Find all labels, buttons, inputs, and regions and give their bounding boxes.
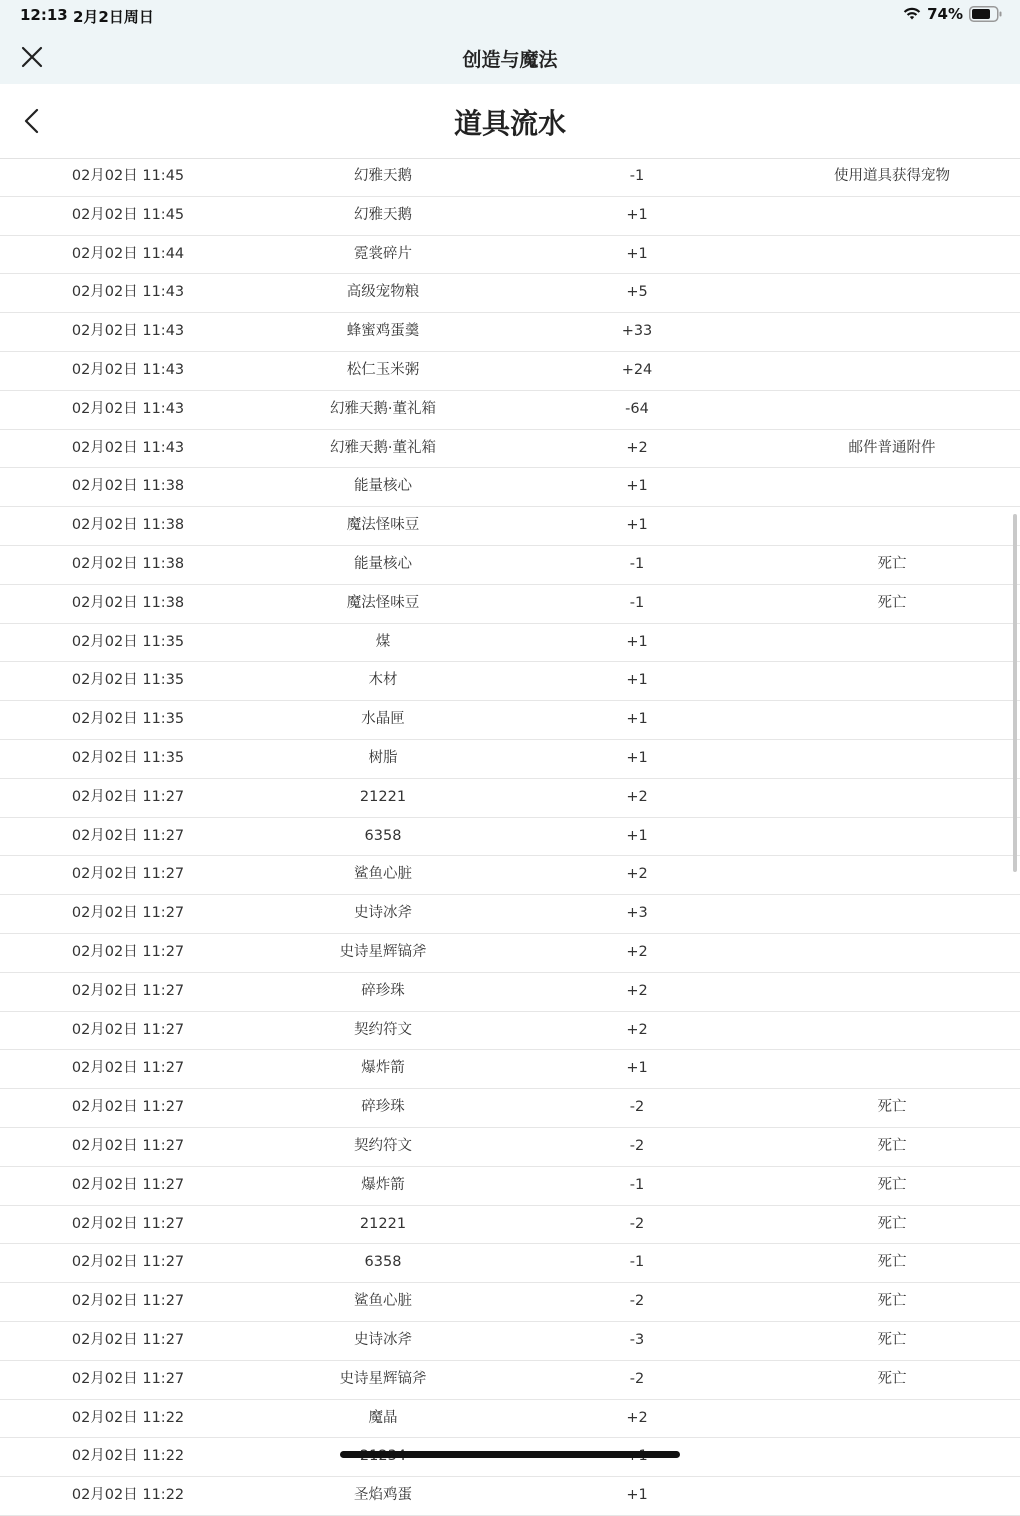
row-quantity: -2 xyxy=(629,1137,645,1154)
table-row xyxy=(0,1012,1020,1051)
row-time: 02月02日 11:27 xyxy=(71,827,185,844)
row-item-name: 史诗星辉镐斧 xyxy=(339,1370,427,1387)
row-reason: 死亡 xyxy=(877,1293,907,1310)
row-time: 02月02日 11:38 xyxy=(71,517,185,534)
row-reason: 死亡 xyxy=(877,1099,907,1116)
table-row xyxy=(0,740,1020,779)
row-item-name: 6358 xyxy=(364,1254,402,1271)
row-time: 02月02日 11:22 xyxy=(71,1409,185,1426)
row-time: 02月02日 11:43 xyxy=(71,361,185,378)
row-reason: 死亡 xyxy=(877,1176,907,1193)
row-time: 02月02日 11:27 xyxy=(71,1370,185,1387)
row-quantity: +1 xyxy=(626,827,648,844)
row-time: 02月02日 11:22 xyxy=(71,1487,185,1504)
row-time: 02月02日 11:43 xyxy=(71,400,185,417)
row-time: 02月02日 11:27 xyxy=(71,982,185,999)
table-row xyxy=(0,352,1020,391)
table-row xyxy=(0,856,1020,895)
table-row xyxy=(0,585,1020,624)
row-quantity: +2 xyxy=(626,943,648,960)
row-quantity: +2 xyxy=(626,866,648,883)
row-time: 02月02日 11:44 xyxy=(71,245,185,262)
status-time: 12:13 xyxy=(20,6,68,24)
row-quantity: +1 xyxy=(626,1060,648,1077)
row-item-name: 史诗星辉镐斧 xyxy=(339,943,427,960)
row-item-name: 碎珍珠 xyxy=(361,1099,405,1116)
row-time: 02月02日 11:27 xyxy=(71,1099,185,1116)
row-item-name: 木材 xyxy=(368,672,398,689)
row-quantity: +1 xyxy=(626,633,648,650)
row-item-name: 21221 xyxy=(359,788,407,805)
row-quantity: -1 xyxy=(629,1176,645,1193)
row-reason: 死亡 xyxy=(877,555,907,572)
table-row xyxy=(0,1050,1020,1089)
table-row xyxy=(0,430,1020,469)
row-time: 02月02日 11:35 xyxy=(71,749,185,766)
nav-title: 创造与魔法 xyxy=(462,49,558,71)
item-flow-table[interactable] xyxy=(0,158,1020,1504)
row-time: 02月02日 11:27 xyxy=(71,1215,185,1232)
row-quantity: +2 xyxy=(626,982,648,999)
table-row xyxy=(0,779,1020,818)
row-time: 02月02日 11:27 xyxy=(71,1060,185,1077)
row-time: 02月02日 11:27 xyxy=(71,1293,185,1310)
status-right xyxy=(903,5,1002,23)
row-time: 02月02日 11:43 xyxy=(71,323,185,340)
row-quantity: +1 xyxy=(626,206,648,223)
row-time: 02月02日 11:27 xyxy=(71,788,185,805)
row-item-name: 圣焰鸡蛋 xyxy=(354,1487,412,1504)
row-item-name: 爆炸箭 xyxy=(361,1060,405,1077)
row-item-name: 幻雅天鹅 xyxy=(354,206,412,223)
row-time: 02月02日 11:27 xyxy=(71,905,185,922)
row-item-name: 史诗冰斧 xyxy=(354,1331,412,1348)
row-time: 02月02日 11:35 xyxy=(71,633,185,650)
row-quantity: +1 xyxy=(626,711,648,728)
table-row xyxy=(0,391,1020,430)
row-quantity: +1 xyxy=(626,478,648,495)
row-time: 02月02日 11:27 xyxy=(71,1176,185,1193)
table-row xyxy=(0,624,1020,663)
row-time: 02月02日 11:43 xyxy=(71,439,185,456)
row-reason: 死亡 xyxy=(877,1370,907,1387)
row-quantity: +3 xyxy=(626,905,648,922)
row-time: 02月02日 11:35 xyxy=(71,672,185,689)
table-row xyxy=(0,1244,1020,1283)
row-quantity: +1 xyxy=(626,1487,648,1504)
row-time: 02月02日 11:27 xyxy=(71,1254,185,1271)
table-row xyxy=(0,895,1020,934)
row-item-name: 水晶匣 xyxy=(361,711,405,728)
table-row xyxy=(0,1089,1020,1128)
row-quantity: -1 xyxy=(629,1254,645,1271)
row-quantity: -3 xyxy=(629,1331,645,1348)
nav-bar xyxy=(0,30,1020,84)
row-quantity: +33 xyxy=(621,323,653,340)
row-reason: 死亡 xyxy=(877,1254,907,1271)
row-time: 02月02日 11:27 xyxy=(71,866,185,883)
row-quantity: +1 xyxy=(626,517,648,534)
row-item-name: 高级宠物粮 xyxy=(346,284,420,301)
table-row xyxy=(0,1361,1020,1400)
wifi-icon xyxy=(903,7,921,21)
row-time: 02月02日 11:38 xyxy=(71,594,185,611)
row-quantity: -1 xyxy=(629,168,645,184)
table-row xyxy=(0,1322,1020,1361)
row-item-name: 幻雅天鹅 xyxy=(354,168,412,184)
row-time: 02月02日 11:22 xyxy=(71,1448,185,1465)
table-row xyxy=(0,546,1020,585)
home-indicator[interactable] xyxy=(340,1451,680,1458)
row-item-name: 契约符文 xyxy=(354,1021,412,1038)
status-bar xyxy=(0,0,1020,30)
row-item-name: 幻雅天鹅·董礼箱 xyxy=(329,400,437,417)
row-quantity: +1 xyxy=(626,749,648,766)
table-row xyxy=(0,197,1020,236)
row-time: 02月02日 11:45 xyxy=(71,206,185,223)
row-item-name: 魔法怪味豆 xyxy=(346,594,420,611)
row-reason: 死亡 xyxy=(877,594,907,611)
battery-icon xyxy=(969,6,1002,22)
table-row xyxy=(0,468,1020,507)
row-item-name: 能量核心 xyxy=(354,555,412,572)
row-time: 02月02日 11:38 xyxy=(71,555,185,572)
row-item-name: 松仁玉米粥 xyxy=(346,361,420,378)
row-item-name: 碎珍珠 xyxy=(361,982,405,999)
row-item-name: 爆炸箭 xyxy=(361,1176,405,1193)
battery-percent: 74% xyxy=(927,5,963,23)
row-quantity: -2 xyxy=(629,1293,645,1310)
row-item-name: 霓裳碎片 xyxy=(354,245,412,262)
row-quantity: -64 xyxy=(625,400,649,417)
status-date: 2月2日周日 xyxy=(73,8,154,26)
row-time: 02月02日 11:38 xyxy=(71,478,185,495)
row-quantity: +1 xyxy=(626,672,648,689)
table-row xyxy=(0,1477,1020,1516)
table-row xyxy=(0,973,1020,1012)
row-quantity: +1 xyxy=(626,245,648,262)
row-time: 02月02日 11:27 xyxy=(71,1137,185,1154)
table-row xyxy=(0,934,1020,973)
row-quantity: +24 xyxy=(621,361,653,378)
table-row xyxy=(0,158,1020,197)
row-item-name: 能量核心 xyxy=(354,478,412,495)
table-row xyxy=(0,1400,1020,1439)
table-row xyxy=(0,662,1020,701)
row-item-name: 幻雅天鹅·董礼箱 xyxy=(329,439,437,456)
row-time: 02月02日 11:27 xyxy=(71,1021,185,1038)
table-row xyxy=(0,236,1020,275)
row-item-name: 树脂 xyxy=(368,749,398,766)
table-row xyxy=(0,507,1020,546)
table-row xyxy=(0,701,1020,740)
row-quantity: -1 xyxy=(629,594,645,611)
row-reason: 死亡 xyxy=(877,1137,907,1154)
table-row xyxy=(0,1128,1020,1167)
row-item-name: 契约符文 xyxy=(354,1137,412,1154)
table-row xyxy=(0,274,1020,313)
row-time: 02月02日 11:27 xyxy=(71,943,185,960)
row-item-name: 鲨鱼心脏 xyxy=(354,866,412,883)
row-reason: 邮件普通附件 xyxy=(848,439,936,456)
row-quantity: +2 xyxy=(626,439,648,456)
row-reason: 死亡 xyxy=(877,1215,907,1232)
table-row xyxy=(0,1206,1020,1245)
row-time: 02月02日 11:27 xyxy=(71,1331,185,1348)
row-quantity: -2 xyxy=(629,1370,645,1387)
row-item-name: 史诗冰斧 xyxy=(354,905,412,922)
row-reason: 死亡 xyxy=(877,1331,907,1348)
row-time: 02月02日 11:43 xyxy=(71,284,185,301)
row-quantity: +2 xyxy=(626,1021,648,1038)
row-item-name: 魔法怪味豆 xyxy=(346,517,420,534)
scrollbar[interactable] xyxy=(1013,514,1017,872)
page-title: 道具流水 xyxy=(453,107,566,140)
row-quantity: -1 xyxy=(629,555,645,572)
row-quantity: -2 xyxy=(629,1215,645,1232)
row-quantity: +2 xyxy=(626,788,648,805)
table-row xyxy=(0,313,1020,352)
table-row xyxy=(0,818,1020,857)
page-header xyxy=(0,84,1020,159)
row-quantity: -2 xyxy=(629,1099,645,1116)
table-row xyxy=(0,1283,1020,1322)
row-item-name: 魔晶 xyxy=(368,1409,398,1426)
row-quantity: +5 xyxy=(626,284,648,301)
row-reason: 使用道具获得宠物 xyxy=(834,168,950,184)
row-item-name: 蜂蜜鸡蛋羹 xyxy=(346,323,420,340)
table-row xyxy=(0,1167,1020,1206)
row-quantity: +2 xyxy=(626,1409,648,1426)
row-item-name: 6358 xyxy=(364,827,402,844)
row-item-name: 鲨鱼心脏 xyxy=(354,1293,412,1310)
row-item-name: 21221 xyxy=(359,1215,407,1232)
row-time: 02月02日 11:45 xyxy=(71,168,185,184)
row-item-name: 煤 xyxy=(375,633,391,650)
row-time: 02月02日 11:35 xyxy=(71,711,185,728)
